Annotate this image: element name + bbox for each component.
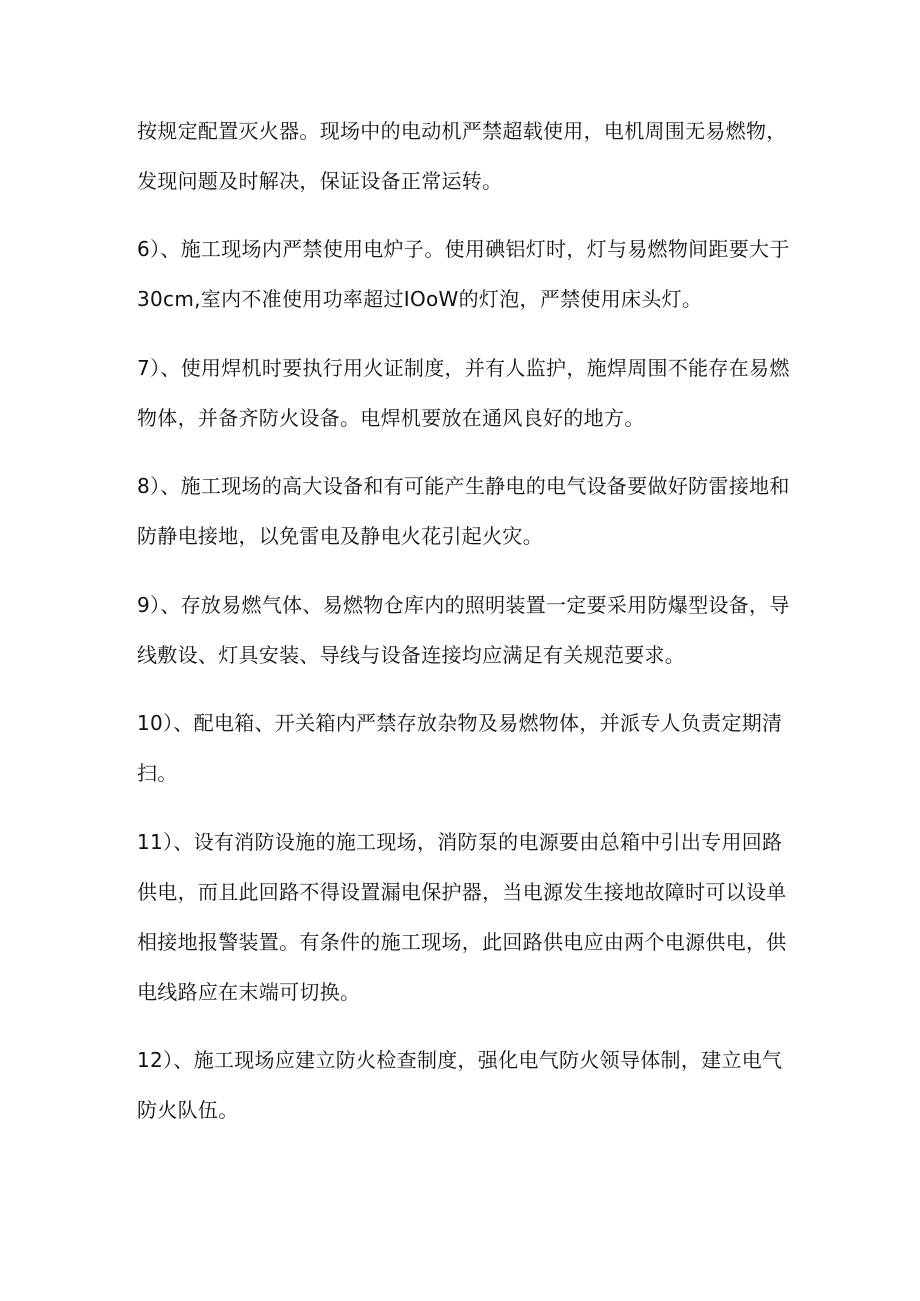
text-line: 供电，而且此回路不得设置漏电保护器，当电源发生接地故障时可以设单 (137, 880, 787, 904)
text-line: 相接地报警装置。有条件的施工现场，此回路供电应由两个电源供电，供 (137, 930, 787, 954)
text-line: 11）、设有消防设施的施工现场，消防泵的电源要由总箱中引出专用回路 (137, 830, 783, 854)
text-line: 7）、使用焊机时要执行用火证制度，并有人监护，施焊周围不能存在易燃 (137, 356, 790, 380)
text-line: 10）、配电箱、开关箱内严禁存放杂物及易燃物体，并派专人负责定期清 (137, 711, 783, 735)
text-line: 8）、施工现场的高大设备和有可能产生静电的电气设备要做好防雷接地和 (137, 474, 790, 498)
text-line: 6）、施工现场内严禁使用电炉子。使用碘铝灯时，灯与易燃物间距要大于 (137, 237, 790, 261)
text-line: 9）、存放易燃气体、易燃物仓库内的照明装置一定要采用防爆型设备，导 (137, 593, 790, 617)
text-line: 防静电接地，以免雷电及静电火花引起火灾。 (137, 524, 543, 548)
text-line: 线敷设、灯具安装、导线与设备连接均应满足有关规范要求。 (137, 643, 686, 667)
text-line: 按规定配置灭火器。现场中的电动机严禁超载使用，电机周围无易燃物， (137, 119, 787, 143)
text-line: 电线路应在末端可切换。 (137, 980, 361, 1004)
text-line: 30cm,室内不准使用功率超过IOoW的灯泡，严禁使用床头灯。 (137, 287, 703, 311)
text-line: 扫。 (137, 761, 178, 785)
text-line: 防火队伍。 (137, 1098, 239, 1122)
text-line: 物体，并备齐防火设备。电焊机要放在通风良好的地方。 (137, 406, 645, 430)
text-line: 12）、施工现场应建立防火检查制度，强化电气防火领导体制，建立电气 (137, 1048, 783, 1072)
text-line: 发现问题及时解决，保证设备正常运转。 (137, 169, 503, 193)
